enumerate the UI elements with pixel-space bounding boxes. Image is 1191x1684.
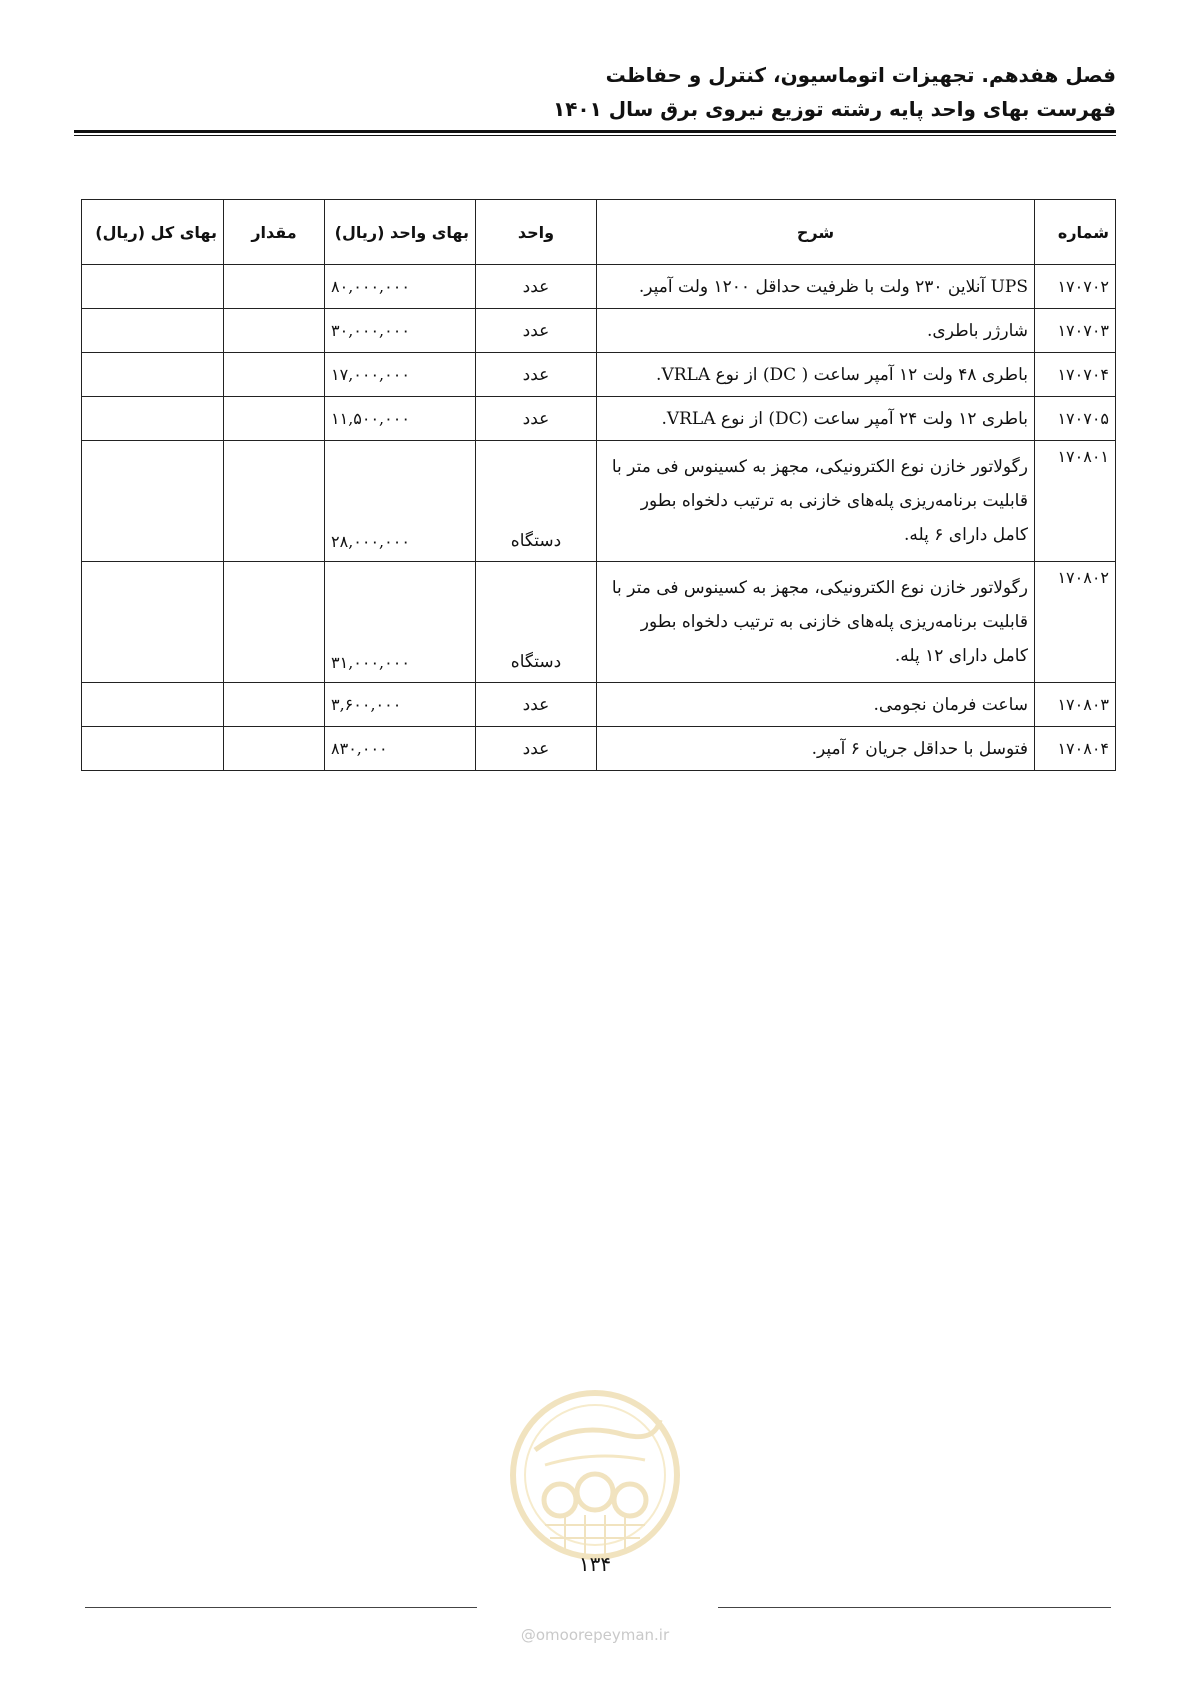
website-watermark: @omoorepeyman.ir [520,1626,670,1644]
table-row [82,441,1116,562]
row-unit-price: ۳۰,۰۰۰,۰۰۰ [325,309,476,353]
row-description: ساعت فرمان نجومی. [597,683,1035,727]
row-number: ۱۷۰۸۰۱ [1035,441,1116,562]
row-unit: عدد [476,309,597,353]
header-unit: واحد [476,200,597,265]
footer-rule-left [85,1607,477,1608]
table-row [82,727,1116,771]
book-title: فهرست بهای واحد پایه رشته توزیع نیروی برق سال ۱۴۰۱ [553,97,1116,121]
row-quantity [224,683,325,727]
row-unit-price: ۸۳۰,۰۰۰ [325,727,476,771]
row-quantity [224,727,325,771]
row-unit-price: ۲۸,۰۰۰,۰۰۰ [325,441,476,562]
table-row [82,397,1116,441]
row-description: رگولاتور خازن نوع الکترونیکی، مجهز به کسینوس فی متر با قابلیت برنامه‌ریزی پله‌های خازنی به ترتیب دلخواه بطور کامل دارای ۱۲ پله. [597,562,1035,683]
header-rule-thick [74,130,1116,133]
row-total [82,441,224,562]
row-total [82,562,224,683]
header-quantity: مقدار [224,200,325,265]
table-row [82,683,1116,727]
row-unit-price: ۳,۶۰۰,۰۰۰ [325,683,476,727]
row-quantity [224,441,325,562]
header-total-price: بهای کل (ریال) [82,200,224,265]
row-description: فتوسل با حداقل جریان ۶ آمپر. [597,727,1035,771]
row-unit: عدد [476,265,597,309]
header-rule-thin [74,135,1116,136]
row-description: UPS آنلاین ۲۳۰ ولت با ظرفیت حداقل ۱۲۰۰ ولت آمپر. [597,265,1035,309]
row-description: باطری ۴۸ ولت ۱۲ آمپر ساعت ( DC) از نوع VRLA. [597,353,1035,397]
row-unit: عدد [476,397,597,441]
watermark-logo [505,1380,685,1580]
price-table [81,199,1116,771]
row-total [82,683,224,727]
row-unit-price: ۱۷,۰۰۰,۰۰۰ [325,353,476,397]
row-quantity [224,562,325,683]
row-total [82,397,224,441]
row-total [82,309,224,353]
table-row [82,353,1116,397]
row-total [82,727,224,771]
row-unit: دستگاه [476,562,597,683]
row-quantity [224,309,325,353]
header-number: شماره [1035,200,1116,265]
row-unit: عدد [476,683,597,727]
row-number: ۱۷۰۷۰۵ [1035,397,1116,441]
row-quantity [224,397,325,441]
table-header-row [82,200,1116,265]
row-number: ۱۷۰۷۰۴ [1035,353,1116,397]
row-number: ۱۷۰۷۰۲ [1035,265,1116,309]
row-number: ۱۷۰۷۰۳ [1035,309,1116,353]
row-description: رگولاتور خازن نوع الکترونیکی، مجهز به کسینوس فی متر با قابلیت برنامه‌ریزی پله‌های خازنی به ترتیب دلخواه بطور کامل دارای ۶ پله. [597,441,1035,562]
table-row [82,309,1116,353]
header-description: شرح [597,200,1035,265]
row-quantity [224,265,325,309]
row-unit: دستگاه [476,441,597,562]
row-number: ۱۷۰۸۰۴ [1035,727,1116,771]
row-unit-price: ۸۰,۰۰۰,۰۰۰ [325,265,476,309]
table-row [82,265,1116,309]
row-description: باطری ۱۲ ولت ۲۴ آمپر ساعت (DC) از نوع VRLA. [597,397,1035,441]
row-quantity [224,353,325,397]
header-unit-price: بهای واحد (ریال) [325,200,476,265]
chapter-title: فصل هفدهم. تجهیزات اتوماسیون، کنترل و حفاظت [605,63,1116,87]
row-number: ۱۷۰۸۰۲ [1035,562,1116,683]
row-unit: عدد [476,353,597,397]
footer-rule-right [718,1607,1111,1608]
table-row [82,562,1116,683]
row-unit: عدد [476,727,597,771]
row-unit-price: ۳۱,۰۰۰,۰۰۰ [325,562,476,683]
page-header [76,58,1116,126]
page-number: ۱۳۴ [578,1552,612,1576]
row-total [82,353,224,397]
row-total [82,265,224,309]
row-unit-price: ۱۱,۵۰۰,۰۰۰ [325,397,476,441]
row-description: شارژر باطری. [597,309,1035,353]
row-number: ۱۷۰۸۰۳ [1035,683,1116,727]
